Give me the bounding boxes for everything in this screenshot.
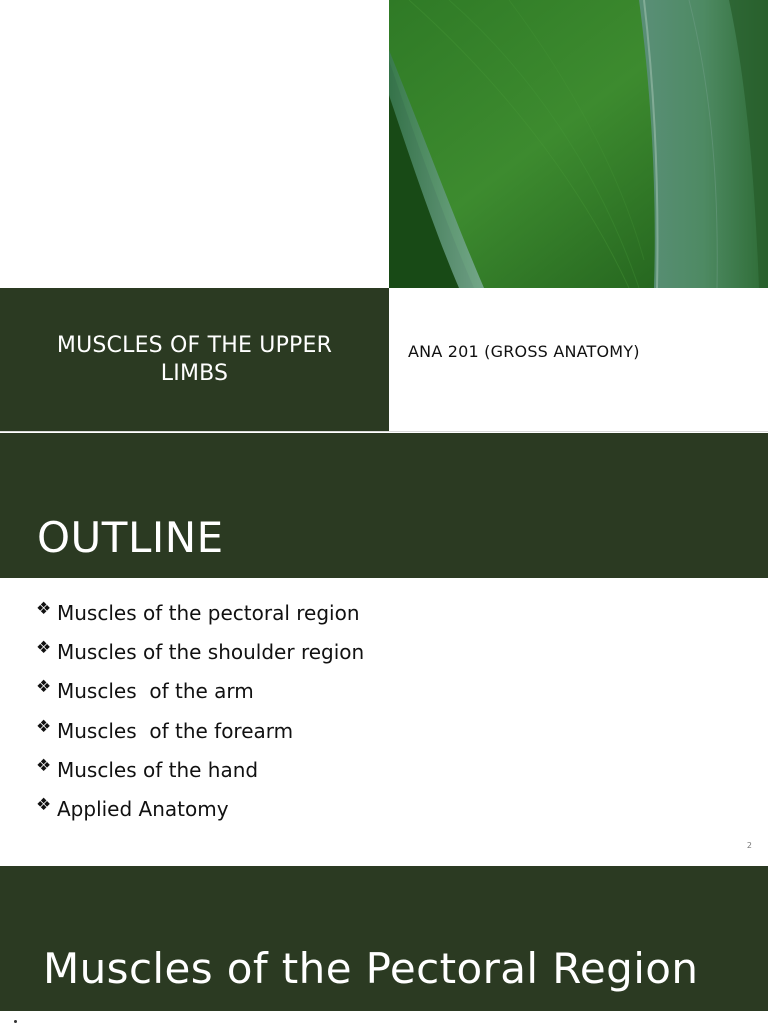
pectoral-header xyxy=(0,866,768,1011)
outline-title: OUTLINE xyxy=(37,513,224,562)
list-item-text: Muscles of the forearm xyxy=(57,718,294,743)
diamond-bullet-icon: ❖ xyxy=(36,599,52,619)
list-item xyxy=(36,716,364,758)
slide-title xyxy=(0,0,768,432)
presentation-title: MUSCLES OF THE UPPER LIMBS xyxy=(56,333,333,386)
list-item-text: Muscles of the arm xyxy=(57,679,254,704)
leaf-image xyxy=(389,0,768,288)
diamond-bullet-icon: ❖ xyxy=(36,755,52,776)
list-item xyxy=(36,640,364,679)
list-item-text: Applied Anatomy xyxy=(57,796,229,821)
subtitle-panel xyxy=(389,288,768,432)
list-item xyxy=(36,679,364,718)
course-subtitle: ANA 201 (GROSS ANATOMY) xyxy=(408,342,640,361)
diamond-bullet-icon: ❖ xyxy=(36,677,52,698)
outline-list xyxy=(36,601,364,836)
outline-header xyxy=(0,433,768,578)
leaf-photo xyxy=(389,0,768,288)
diamond-bullet-icon: ❖ xyxy=(36,716,52,737)
page-number: 2 xyxy=(746,841,752,850)
slide-outline xyxy=(0,433,768,866)
slide-pectoral xyxy=(0,866,768,1024)
blank-panel xyxy=(0,0,389,288)
title-panel xyxy=(0,288,389,432)
list-item-text: Muscles of the shoulder region xyxy=(57,640,365,665)
list-item xyxy=(36,601,364,640)
slide-divider xyxy=(0,431,768,432)
diamond-bullet-icon: ❖ xyxy=(36,638,52,659)
list-item xyxy=(36,755,364,797)
diamond-bullet-icon: ❖ xyxy=(36,794,52,815)
list-item xyxy=(36,794,364,836)
bullet-dot xyxy=(14,1020,17,1023)
list-item-text: Muscles of the hand xyxy=(57,757,259,782)
pectoral-title: Muscles of the Pectoral Region xyxy=(43,944,699,993)
list-item-text: Muscles of the pectoral region xyxy=(57,601,360,625)
